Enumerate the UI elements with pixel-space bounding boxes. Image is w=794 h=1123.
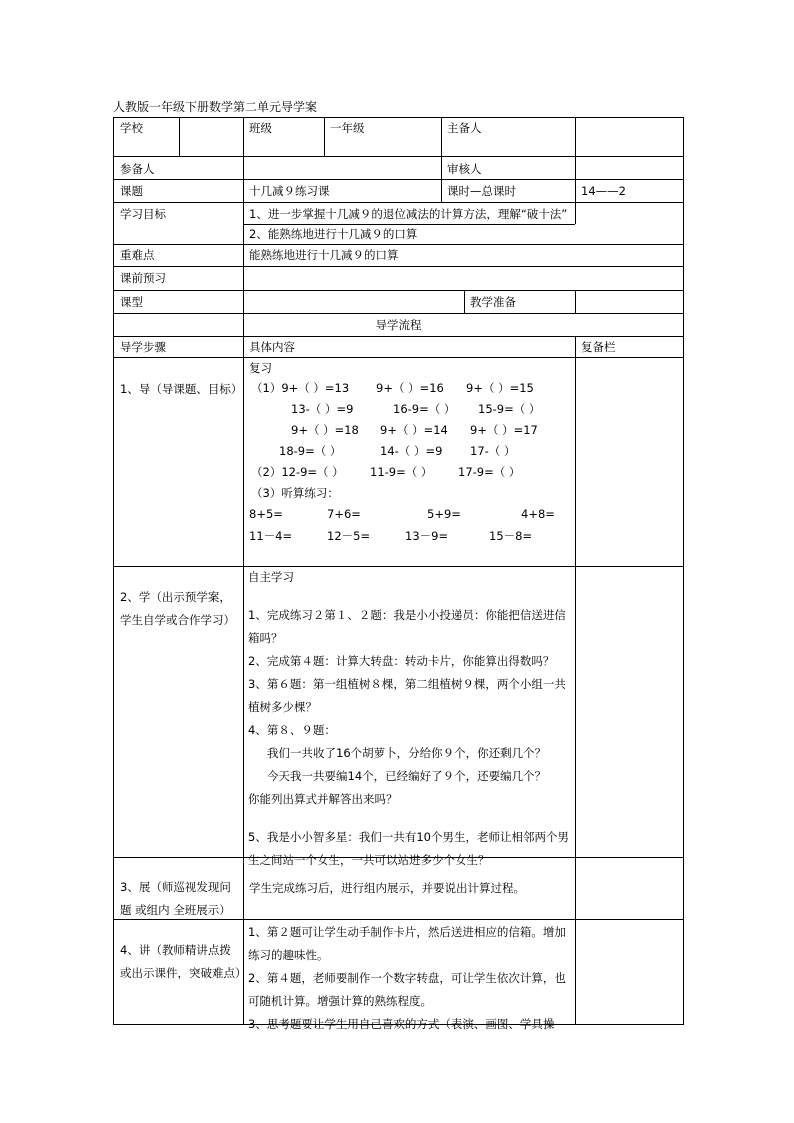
teaching-notes [248, 921, 574, 1036]
key-points-value: 能熟练地进行十几减９的口算 [249, 248, 399, 262]
exercise: 17-（ ） [470, 444, 516, 458]
class-label: 班级 [249, 121, 272, 135]
self-study-heading: 自主学习 [248, 570, 294, 584]
reviewer-label: 审核人 [447, 162, 482, 176]
step2-label: 学生自学或合作学习） [120, 613, 235, 627]
exercise: 11-9=（ ） [370, 465, 433, 479]
exercise: 15-9=（ ） [478, 402, 541, 416]
exercise: 9+（ ）=18 [291, 423, 359, 437]
exercise: 17-9=（ ） [458, 465, 521, 479]
goal-item: 2、能熟练地进行十几减９的口算 [249, 227, 418, 241]
topic-label: 课题 [120, 184, 143, 198]
self-study-item: 5、我是小小智多星：我们一共有10个男生，老师让相邻两个男生之间站一个女生，一共可以站进多少个女生？ [248, 830, 569, 867]
grade-value: 一年级 [330, 121, 365, 135]
period-value: 14——2 [581, 184, 626, 198]
step2-label: 2、学（出示预学案， [120, 590, 231, 604]
key-points-label: 重难点 [120, 248, 155, 262]
teaching-note: 2、第４题，老师要制作一个数字转盘，可让学生依次计算，也可随机计算。增强计算的熟练程度。 [248, 971, 566, 1008]
document-title: 人教版一年级下册数学第二单元导学案 [113, 100, 318, 114]
exercise: 8+5= [249, 507, 283, 521]
exercise: 12－5= [327, 529, 371, 543]
exercise: 13－9= [405, 529, 449, 543]
exercise: 13-（ ）=9 [291, 402, 354, 416]
step3-content: 学生完成练习后，进行组内展示，并要说出计算过程。 [249, 881, 525, 895]
flow-section-title: 导学流程 [375, 318, 422, 332]
teaching-note: 1、第２题可让学生动手制作卡片，然后送进相应的信箱。增加练习的趣味性。 [248, 925, 566, 962]
exercise: 16-9=（ ） [393, 402, 456, 416]
step1-label: 1、导（导课题、目标） [120, 382, 243, 396]
period-label: 课时—总课时 [447, 184, 516, 198]
school-label: 学校 [120, 121, 143, 135]
exercise: 7+6= [327, 507, 361, 521]
co-preparer-label: 参备人 [120, 162, 155, 176]
self-study-item: 4、第８、９题： [248, 723, 336, 737]
goals-label: 学习目标 [120, 207, 166, 221]
exercise: （1）9+（ ）=13 [251, 381, 350, 395]
step4-label: 4、讲（教师精讲点拨 [120, 943, 231, 957]
teaching-prep-label: 教学准备 [470, 295, 516, 309]
topic-value: 十几减９练习课 [249, 184, 330, 198]
self-study-subitem: 你能列出算式并解答出来吗？ [248, 792, 398, 806]
lesson-type-label: 课型 [120, 295, 143, 309]
self-study-item: 2、完成第４题：计算大转盘：转动卡片，你能算出得数吗？ [248, 654, 555, 668]
lead-preparer-label: 主备人 [447, 121, 482, 135]
goal-item: 1、进一步掌握十几减９的退位减法的计算方法，理解“破十法” [249, 207, 568, 221]
step3-label: 3、展（师巡视发现问 [120, 880, 231, 894]
self-study-item: 1、完成练习２第１、２题：我是小小投递员：你能把信送进信箱吗？ [248, 608, 566, 645]
listening-label: （3）听算练习： [251, 486, 339, 500]
review-heading: 复习 [249, 361, 272, 375]
lesson-plan-table [113, 117, 684, 1031]
teaching-note: 3、思考题要让学生用自己喜欢的方式（表演、画图、学具操 [248, 1017, 555, 1031]
exercise: 14-（ ）=9 [380, 444, 443, 458]
exercise: 9+（ ）=14 [380, 423, 448, 437]
exercise: 9+（ ）=16 [376, 381, 444, 395]
col-content-header: 具体内容 [249, 340, 295, 354]
exercise: 11－4= [249, 529, 293, 543]
exercise: 15－8= [489, 529, 533, 543]
exercise: 9+（ ）=17 [470, 423, 538, 437]
exercise: 18-9=（ ） [279, 444, 342, 458]
step3-label: 题 或组内 全班展示） [120, 903, 231, 917]
self-study-subitem: 我们一共收了16个胡萝卜，分给你９个，你还剩几个？ [267, 746, 547, 760]
col-steps-header: 导学步骤 [120, 340, 166, 354]
self-study-subitem: 今天我一共要编14个，已经编好了９个，还要编几个？ [267, 769, 547, 783]
exercise: （2）12-9=（ ） [251, 465, 344, 479]
exercise: 5+9= [427, 507, 461, 521]
preview-label: 课前预习 [120, 271, 166, 285]
col-notes-header: 复备栏 [581, 340, 616, 354]
self-study-content [248, 566, 574, 872]
self-study-item: 3、第６题：第一组植树８棵，第二组植树９棵，两个小组一共植树多少棵？ [248, 677, 566, 714]
step4-label: 或出示课件，突破难点） [120, 966, 247, 980]
exercise: 9+（ ）=15 [466, 381, 534, 395]
exercise: 4+8= [521, 507, 555, 521]
